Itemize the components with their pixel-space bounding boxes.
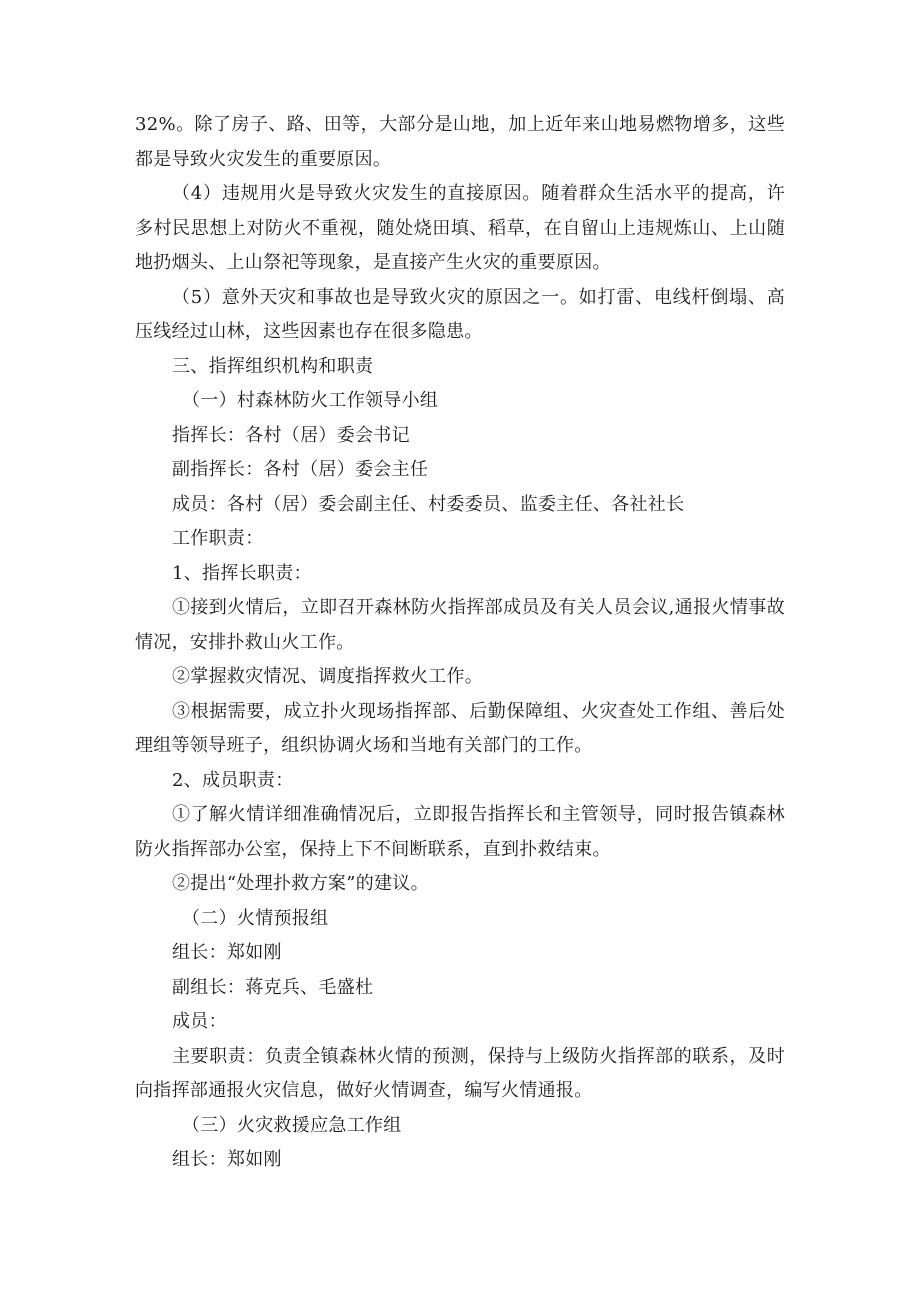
member-duty-2: ②提出“处理扑救方案”的建议。 [172, 873, 429, 894]
rescue-group-leader: 组长：郑如刚 [172, 1149, 282, 1170]
subsection-heading-3: （三）火灾救援应急工作组 [182, 1114, 402, 1136]
section-heading-3: 三、指挥组织机构和职责 [172, 355, 374, 377]
subsection-heading-2: （二）火情预报组 [182, 907, 329, 929]
commander-duty-1: ①接到火情后，立即召开森林防火指挥部成员及有关人员会议,通报火情事故情况，安排扑救山火工作。 [135, 597, 785, 653]
members-line: 成员：各村（居）委会副主任、村委委员、监委主任、各社社长 [172, 493, 685, 515]
commander-duty-2: ②掌握救灾情况、调度指挥救火工作。 [172, 666, 484, 687]
paragraph-cause-4: （4）违规用火是导致火灾发生的直接原因。随着群众生活水平的提高，许多村民思想上对防火不重视，随处烧田填、稻草，在自留山上违规炼山、上山随地扔烟头、上山祭祀等现象，是直接产生火灾的重要原因。 [135, 183, 785, 273]
commander-duties-heading: 1、指挥长职责： [172, 562, 312, 584]
deputy-commander-line: 副指挥长：各村（居）委会主任 [172, 459, 429, 480]
forecast-group-duties: 主要职责：负责全镇森林火情的预测，保持与上级防火指挥部的联系，及时向指挥部通报火灾信息，做好火情调查，编写火情通报。 [135, 1045, 785, 1101]
commander-line: 指挥长：各村（居）委会书记 [172, 424, 410, 446]
paragraph-continuation: 32%。除了房子、路、田等，大部分是山地，加上近年来山地易燃物增多，这些都是导致火灾发生的重要原因。 [135, 114, 785, 170]
commander-duty-3: ③根据需要，成立扑火现场指挥部、后勤保障组、火灾查处工作组、善后处理组等领导班子，组织协调火场和当地有关部门的工作。 [135, 700, 785, 756]
member-duties-heading: 2、成员职责： [172, 769, 294, 791]
forecast-group-members: 成员： [172, 1011, 227, 1032]
paragraph-cause-5: （5）意外天灾和事故也是导致火灾的原因之一。如打雷、电线杆倒塌、高压线经过山林，这些因素也存在很多隐患。 [135, 286, 785, 342]
duties-label: 工作职责： [172, 528, 264, 549]
member-duty-1: ①了解火情详细准确情况后，立即报告指挥长和主管领导，同时报告镇森林防火指挥部办公室，保持上下不间断联系，直到扑救结束。 [135, 804, 785, 860]
subsection-heading-1: （一）村森林防火工作领导小组 [182, 390, 439, 411]
document-page [135, 108, 785, 1178]
forecast-group-deputy: 副组长：蒋克兵、毛盛杜 [172, 976, 374, 998]
forecast-group-leader: 组长：郑如刚 [172, 942, 282, 963]
